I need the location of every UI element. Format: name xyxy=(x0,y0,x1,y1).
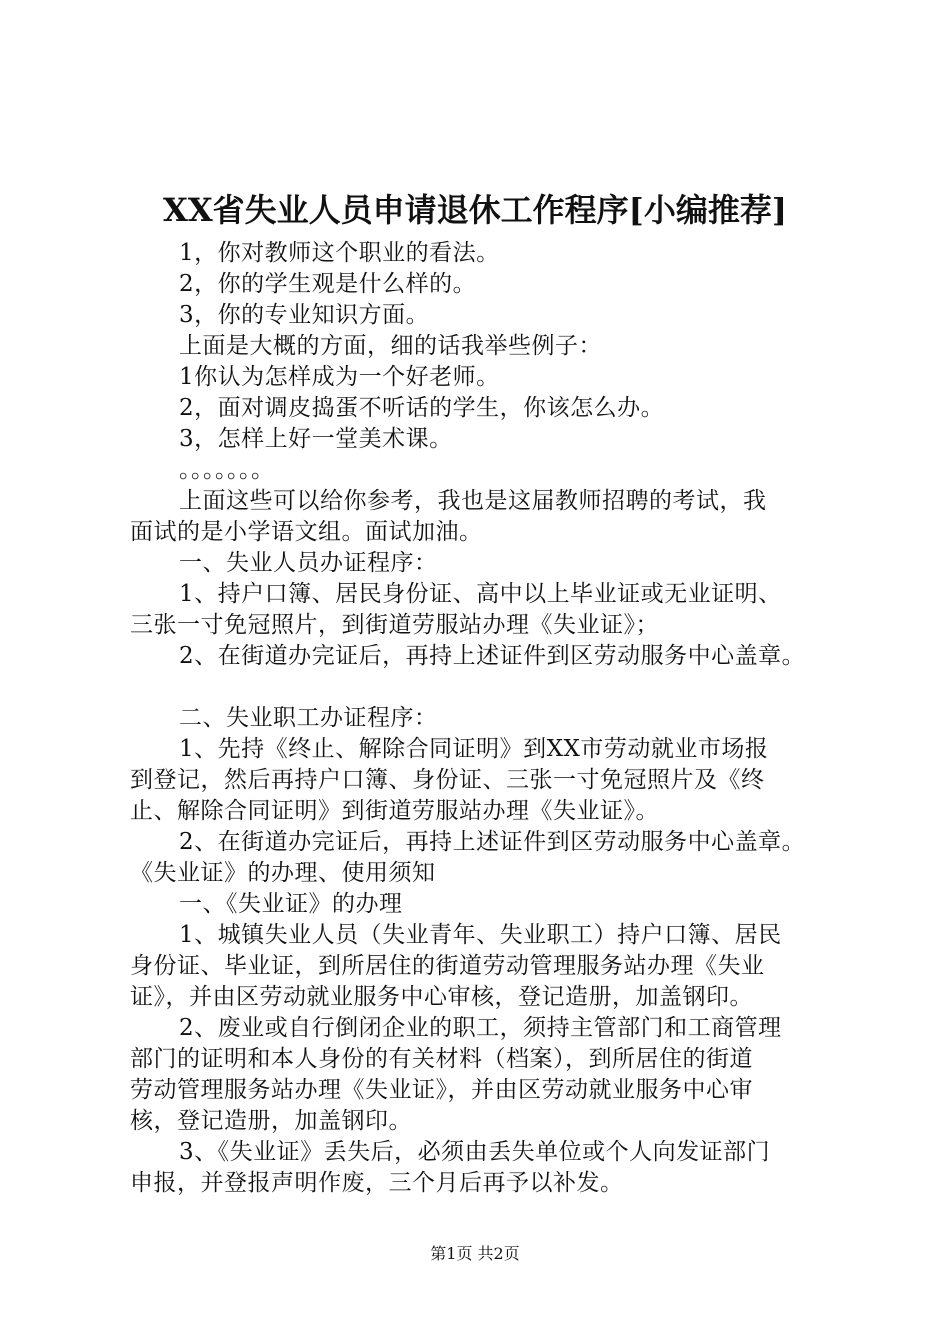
paragraph-line: 上面这些可以给你参考，我也是这届教师招聘的考试，我 xyxy=(179,488,767,514)
paragraph-line: 劳动管理服务站办理《失业证》，并由区劳动就业服务中心审 xyxy=(130,1077,753,1103)
section-heading: 一、失业人员办证程序： xyxy=(179,550,438,576)
paragraph-line: 1你认为怎样成为一个好老师。 xyxy=(179,364,500,390)
section-heading: 一、《失业证》的办理 xyxy=(179,891,403,917)
paragraph-line: 1、持户口簿、居民身份证、高中以上毕业证或无业证明、 xyxy=(179,581,782,607)
paragraph-line: 面试的是小学语文组。面试加油。 xyxy=(130,519,483,545)
paragraph-line: 身份证、毕业证，到所居住的街道劳动管理服务站办理《失业 xyxy=(130,953,765,979)
paragraph-line: 到登记，然后再持户口簿、身份证、三张一寸免冠照片及《终 xyxy=(130,767,765,793)
blank-line xyxy=(130,672,830,703)
paragraph-line: 核，登记造册，加盖钢印。 xyxy=(130,1108,412,1134)
document-title: XX省失业人员申请退休工作程序[小编推荐] xyxy=(163,191,787,229)
paragraph-line: 2，你的学生观是什么样的。 xyxy=(179,271,477,297)
paragraph-line: 2、废业或自行倒闭企业的职工，须持主管部门和工商管理 xyxy=(179,1015,782,1041)
paragraph-line: 申报，并登报声明作废，三个月后再予以补发。 xyxy=(130,1170,624,1196)
section-heading: 《失业证》的办理、使用须知 xyxy=(130,860,436,886)
paragraph-line: 三张一寸免冠照片，到街道劳服站办理《失业证》； xyxy=(130,612,659,638)
paragraph-line: 1，你对教师这个职业的看法。 xyxy=(179,240,500,266)
paragraph-line: 3，怎样上好一堂美术课。 xyxy=(179,426,453,452)
paragraph-line: 3、《失业证》丢失后，必须由丢失单位或个人向发证部门 xyxy=(179,1139,771,1165)
paragraph-line: 部门的证明和本人身份的有关材料（档案），到所居住的街道 xyxy=(130,1046,753,1072)
paragraph-line: 2、在街道办完证后，再持上述证件到区劳动服务中心盖章。 xyxy=(179,643,806,669)
paragraph-line: 2，面对调皮捣蛋不听话的学生，你该怎么办。 xyxy=(179,395,665,421)
paragraph-line: 止、解除合同证明》到街道劳服站办理《失业证》。 xyxy=(130,798,659,824)
section-heading: 二、失业职工办证程序： xyxy=(179,705,438,731)
page-number: 第1页 共2页 xyxy=(430,1244,520,1263)
paragraph-line: 3，你的专业知识方面。 xyxy=(179,302,430,328)
paragraph-line: 2、在街道办完证后，再持上述证件到区劳动服务中心盖章。 xyxy=(179,829,806,855)
paragraph-line: 上面是大概的方面，细的话我举些例子： xyxy=(179,333,602,359)
paragraph-line: 。。。。。。。 xyxy=(179,457,275,483)
paragraph-line: 1、先持《终止、解除合同证明》到XX市劳动就业市场报 xyxy=(179,736,769,762)
document-body xyxy=(130,238,830,1199)
paragraph-line: 1、城镇失业人员（失业青年、失业职工）持户口簿、居民 xyxy=(179,922,782,948)
paragraph-line: 证》，并由区劳动就业服务中心审核，登记造册，加盖钢印。 xyxy=(130,984,753,1010)
